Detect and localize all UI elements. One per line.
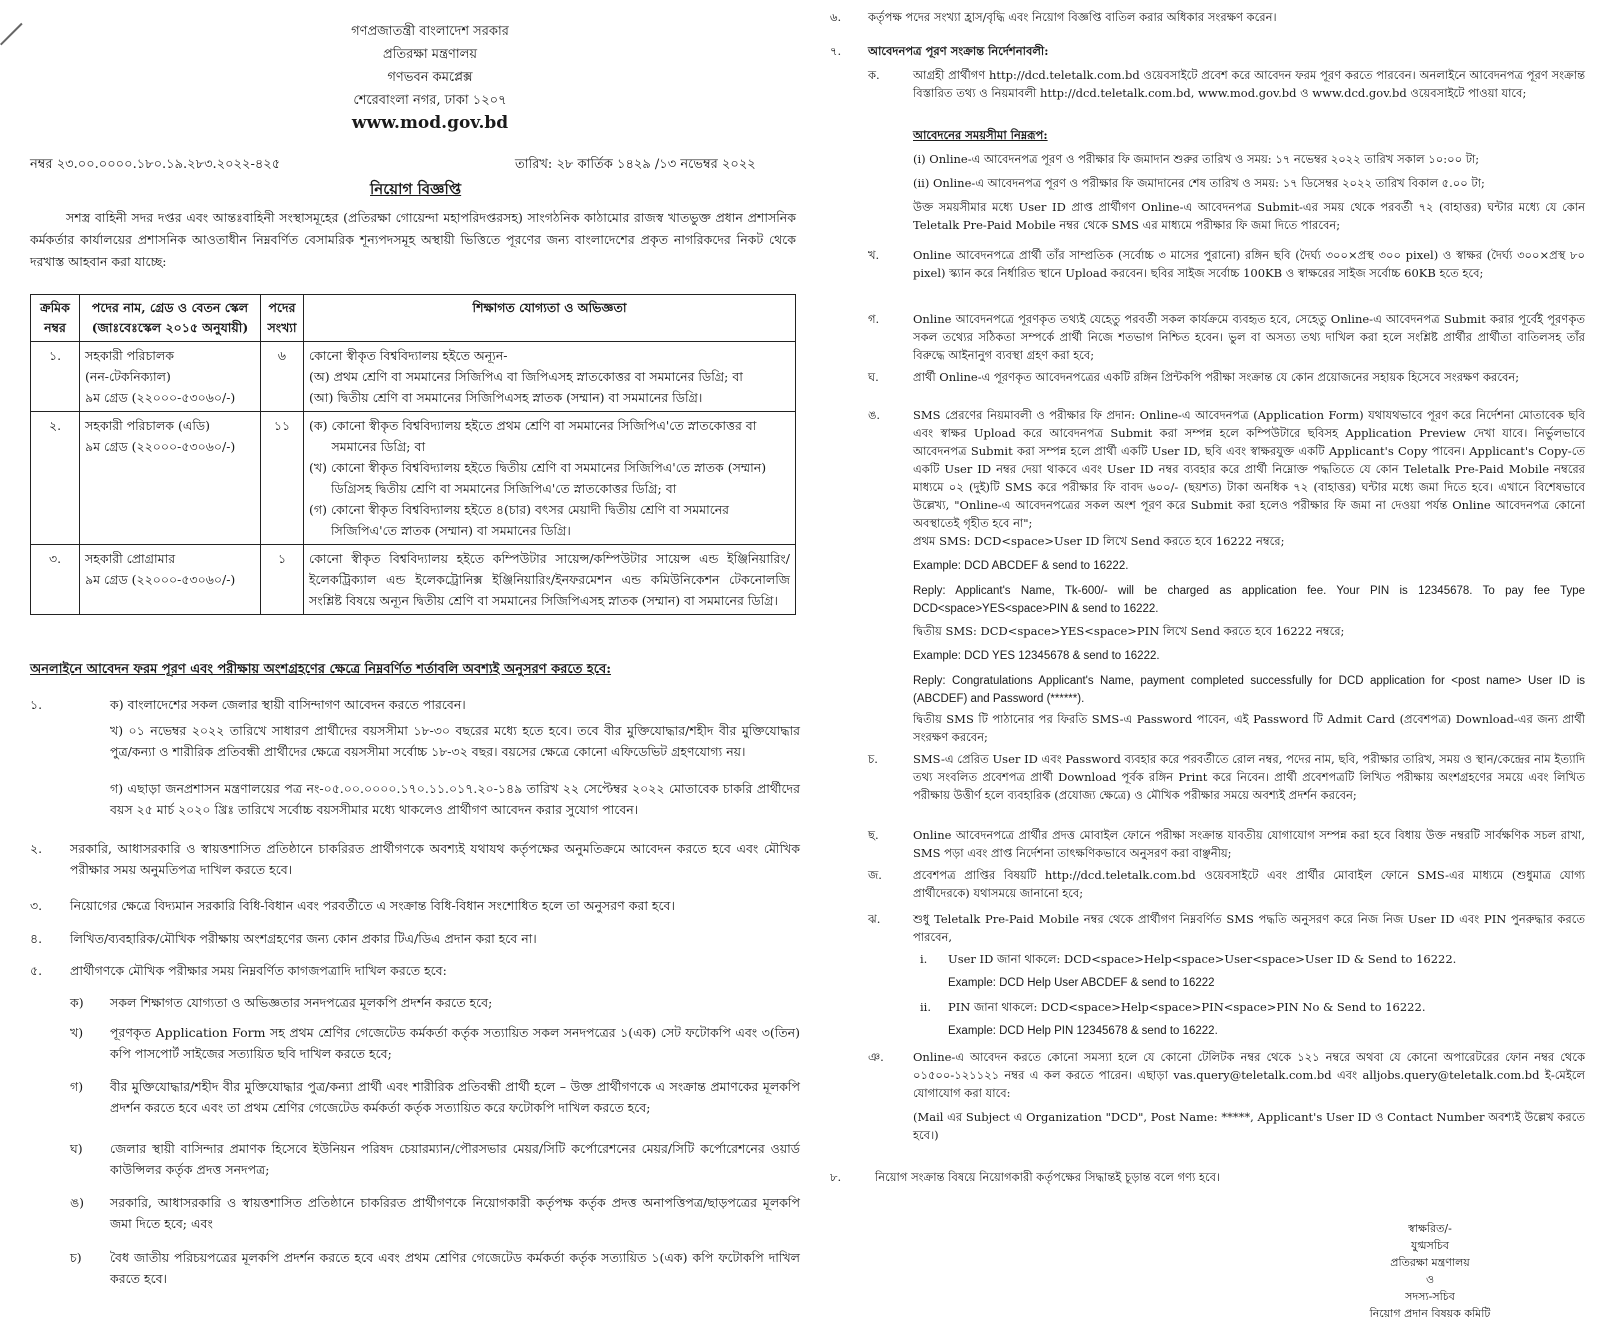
row-qualification <box>304 342 796 412</box>
header-qualification: শিক্ষাগত যোগ্যতা ও অভিজ্ঞতা <box>304 295 796 342</box>
document-item: গ) বীর মুক্তিযোদ্ধার/শহীদ বীর মুক্তিযোদ্ধার পুত্র/কন্যা প্রার্থী এবং শারীরিক প্রতিবন্ধী প্রার্থী হলে – উক্ত প্রার্থীগণকে এ সংক্রান্ত প্রমাণকের মূলকপি প্রদর্শন করতে হবে এবং তা প্রথম শ্রেণির গেজেটেড কর্মকর্তা কর্তৃক সত্যায়িত করে ফটোকপি দাখিল করতে হবে; <box>70 1079 800 1115</box>
post-grade: ৯ম গ্রেড (২২০০০-৫৩০৬০/-) <box>85 390 236 405</box>
row-post <box>80 412 261 545</box>
instruction-ka: ক. আগ্রহী প্রার্থীগণ http://dcd.teletalk.com.bd ওয়েবসাইটে প্রবেশ করে আবেদন ফরম পূরণ করতে পারবেন। অনলাইনে আবেদনপত্র পূরণ সংক্রান্ত বিস্তারিত তথ্য ও নিয়মাবলী http://dcd.teletalk.com.bd, www.mod.gov.bd ও www.dcd.gov.bd ওয়েবসাইটে পাওয়া যাবে; <box>868 68 1585 100</box>
sms-second-note: দ্বিতীয় SMS টি পাঠানোর পর ফিরতি SMS-এ Password পাবেন, এই Password টি Admit Card (প্রবেশপত্র) Download-এর জন্য প্রার্থী সংরক্ষণ করবেন; <box>913 712 1585 744</box>
office-name: গণভবন কমপ্লেক্স <box>387 70 473 85</box>
instruction-kha: খ. Online আবেদনপত্রে প্রার্থী তাঁর সাম্প্রতিক (সর্বোচ্চ ৩ মাসের পুরানো) রঙ্গিন ছবি (দৈর্ঘ্য ৩০০×প্রস্থ ৩০০ pixel) ও স্বাক্ষর (দৈর্ঘ্য ৩০০×প্রস্থ ৮০ pixel) স্ক্যান করে নির্ধারিত স্থানে Upload করবেন। ছবির সাইজ সর্বোচ্চ 100KB ও স্বাক্ষরের সাইজ সর্বোচ্চ 60KB হতে হবে; <box>868 248 1585 280</box>
deadline-note: উক্ত সময়সীমার মধ্যে User ID প্রাপ্ত প্রার্থীগণ Online-এ আবেদনপত্র Submit-এর সময় থেকে পরবর্তী ৭২ (বাহাত্তর) ঘন্টার মধ্যে যে কোন Teletalk Pre-Paid Mobile নম্বর থেকে SMS এর মাধ্যমে পরীক্ষার ফি জমা দিতে পারবেন; <box>913 200 1585 232</box>
condition-1b: খ) ০১ নভেম্বর ২০২২ তারিখে সাধারণ প্রার্থীদের বয়সসীমা ১৮-৩০ বছরের মধ্যে হতে হবে। তবে বীর মুক্তিযোদ্ধার/শহীদ বীর মুক্তিযোদ্ধার পুত্র/কন্যা ও শারীরিক প্রতিবন্ধী প্রার্থীদের ক্ষেত্রে বয়সসীমা সর্বোচ্চ ১৮-৩২ বছর। বয়সের ক্ষেত্রে কোনো এফিডেভিট গ্রহণযোগ্য নয়। <box>110 723 800 759</box>
row-serial: ৩. <box>31 545 80 615</box>
conditions-title: অনলাইনে আবেদন ফরম পূরণ এবং পরীক্ষায় অংশগ্রহণের ক্ষেত্রে নিম্নবর্ণিত শর্তাবলি অবশ্যই অনুসরণ করতে হবে: <box>30 662 612 677</box>
recovery-pin-example: Example: DCD Help PIN 12345678 & send to 16222. <box>948 1025 1218 1037</box>
row-count: ৬ <box>261 342 304 412</box>
post-name: সহকারী প্রোগ্রামার <box>85 551 176 566</box>
memo-date: তারিখ: ২৮ কার্তিক ১৪২৯ /১৩ নভেম্বর ২০২২ <box>515 157 756 172</box>
table-row <box>31 342 796 412</box>
condition-2: ২. সরকারি, আধাসরকারি ও স্বায়ত্তশাসিত প্রতিষ্ঠানে চাকরিরত প্রার্থীগণকে অবশ্যই যথাযথ কর্তৃপক্ষের অনুমতিক্রমে আবেদন করতে হবে এবং মৌখিক পরীক্ষার সময় অনুমতিপত্র দাখিল করতে হবে। <box>30 841 800 877</box>
table-row <box>31 545 796 615</box>
recovery-user-id: i. User ID জানা থাকলে: DCD<space>Help<space>User<space>User ID & Send to 16222. <box>920 952 1457 966</box>
qualification-item: (ক) কোনো স্বীকৃত বিশ্ববিদ্যালয় হইতে প্রথম শ্রেণি বা সমমানের সিজিপিএ'তে স্নাতকোত্তর বা সমমানের ডিগ্রি; বা <box>309 418 757 454</box>
row-count: ১ <box>261 545 304 615</box>
document-item: ঙ) সরকারি, আধাসরকারি ও স্বায়ত্তশাসিত প্রতিষ্ঠানে চাকরিরত প্রার্থীগণকে নিয়োগকারী কর্তৃপক্ষ কর্তৃক প্রদত্ত অনাপত্তিপত্র/ছাড়পত্রের মূলকপি জমা দিতে হবে; এবং <box>70 1195 800 1231</box>
deadline-start: (i) Online-এ আবেদনপত্র পূরণ ও পরীক্ষার ফি জমাদান শুরুর তারিখ ও সময়: ১৭ নভেম্বর ২০২২ তারিখ সকাল ১০:০০ টা; <box>913 152 1480 166</box>
table-row <box>31 412 796 545</box>
ministry-website: www.mod.gov.bd <box>351 113 509 133</box>
deadline-end: (ii) Online-এ আবেদনপত্র পূরণ ও পরীক্ষার ফি জমাদানের শেষ তারিখ ও সময়: ১৭ ডিসেম্বর ২০২২ তারিখ বিকাল ৫.০০ টা; <box>913 176 1485 190</box>
instruction-gha: ঘ. প্রার্থী Online-এ পূরণকৃত আবেদনপত্রের একটি রঙ্গিন প্রিন্টকপি পরীক্ষা সংক্রান্ত যে কোন প্রয়োজনের সহায়ক হিসেবে সংরক্ষণ করবেন; <box>868 370 1520 384</box>
document-item: খ) পূরণকৃত Application Form সহ প্রথম শ্রেণির গেজেটেড কর্মকর্তা কর্তৃক সত্যায়িত সকল সনদপত্রের ১(এক) সেট ফটোকপি এবং ৩(তিন) কপি পাসপোর্ট সাইজের সত্যায়িত ছবি দাখিল করতে হবে; <box>70 1025 800 1061</box>
header-serial: ক্রমিক নম্বর <box>31 295 80 342</box>
row-post <box>80 545 261 615</box>
row-count: ১১ <box>261 412 304 545</box>
row-serial: ২. <box>31 412 80 545</box>
sms-first: প্রথম SMS: DCD<space>User ID লিখে Send করতে হবে 16222 নম্বরে; <box>913 534 1285 548</box>
post-name: সহকারী পরিচালক <box>85 348 174 363</box>
signatory-and: ও <box>1425 1273 1435 1286</box>
letterhead <box>260 20 600 135</box>
post-name: সহকারী পরিচালক (এডি) <box>85 418 210 433</box>
signed-mark: স্বাক্ষরিত/- <box>1408 1222 1452 1235</box>
qualification-item: (খ) কোনো স্বীকৃত বিশ্ববিদ্যালয় হইতে দ্বিতীয় শ্রেণি বা সমমানের সিজিপিএ'তে স্নাতক (সম্মান) ডিগ্রিসহ দ্বিতীয় শ্রেণি বা সমমানের সিজিপিএ'তে স্নাতকোত্তর ডিগ্রি; বা <box>309 460 767 496</box>
government-name: গণপ্রজাতন্ত্রী বাংলাদেশ সরকার <box>351 24 509 39</box>
qualification-item: (অ) প্রথম শ্রেণি বা সমমানের সিজিপিএ বা জিপিএসহ স্নাতকোত্তর বা সমমানের ডিগ্রি; বা <box>309 369 743 384</box>
instruction-ja: জ. প্রবেশপত্র প্রাপ্তির বিষয়টি http://dcd.teletalk.com.bd ওয়েবসাইটে এবং প্রার্থীর মোবাইল ফোনে SMS-এর মাধ্যমে (শুধুমাত্র যোগ্য প্রার্থীদেরকে) যথাসময়ে জানানো হবে; <box>868 868 1585 900</box>
document-item: ঘ) জেলার স্থায়ী বাসিন্দার প্রমাণক হিসেবে ইউনিয়ন পরিষদ চেয়ারম্যান/পৌরসভার মেয়র/সিটি কর্পোরেশনের মেয়র/সিটি কর্পোরেশনের ওয়ার্ড কাউন্সিলর কর্তৃক প্রদত্ত সনদপত্র; <box>70 1141 800 1177</box>
post-grade: ৯ম গ্রেড (২২০০০-৫৩০৬০/-) <box>85 439 236 454</box>
row-serial: ১. <box>31 342 80 412</box>
condition-1: ১. ক) বাংলাদেশের সকল জেলার স্থায়ী বাসিন্দাগণ আবেদন করতে পারবেন। <box>30 697 466 712</box>
post-grade: ৯ম গ্রেড (২২০০০-৫৩০৬০/-) <box>85 572 236 587</box>
condition-6: ৬. কর্তৃপক্ষ পদের সংখ্যা হ্রাস/বৃদ্ধি এবং নিয়োগ বিজ্ঞপ্তি বাতিল করার অধিকার সংরক্ষণ করেন। <box>830 10 1277 24</box>
document-item: চ) বৈধ জাতীয় পরিচয়পত্রের মূলকপি প্রদর্শন করতে হবে এবং প্রথম শ্রেণির গেজেটেড কর্মকর্তা কর্তৃক সত্যায়িত ১(এক) কপি ফটোকপি দাখিল করতে হবে। <box>70 1250 800 1286</box>
qualification-item: (গ) কোনো স্বীকৃত বিশ্ববিদ্যালয় হইতে ৪(চার) বৎসর মেয়াদী দ্বিতীয় শ্রেণি বা সমমানের সিজিপিএ'তে স্নাতক (সম্মান) বা সমমানের ডিগ্রি। <box>309 502 730 538</box>
recovery-pin: ii. PIN জানা থাকলে: DCD<space>Help<space>PIN<space>PIN No & Send to 16222. <box>920 1000 1426 1014</box>
qualification-intro: কোনো স্বীকৃত বিশ্ববিদ্যালয় হইতে অন্যূন- <box>309 348 508 363</box>
instruction-jha: ঝ. শুধু Teletalk Pre-Paid Mobile নম্বর থেকে প্রার্থীগণ নিম্নবর্ণিত SMS পদ্ধতি অনুসরণ করে নিজ নিজ User ID এবং PIN পুনরুদ্ধার করতে পারবেন, <box>868 912 1585 944</box>
condition-7: ৭. আবেদনপত্র পূরণ সংক্রান্ত নির্দেশনাবলী: <box>830 44 1049 58</box>
sms-first-example: Example: DCD ABCDEF & send to 16222. <box>913 560 1129 572</box>
signatory-ministry: প্রতিরক্ষা মন্ত্রণালয় <box>1390 1256 1470 1269</box>
signatory-designation: যুগ্মসচিব <box>1411 1239 1449 1252</box>
recovery-user-id-example: Example: DCD Help User ABCDEF & send to 16222 <box>948 977 1215 989</box>
condition-1c: গ) এছাড়া জনপ্রশাসন মন্ত্রণালয়ের পত্র নং-০৫.০০.০০০০.১৭০.১১.০১৭.২০-১৪৯ তারিখ ২২ সেপ্টেম্বর ২০২২ মোতাবেক চাকরি প্রার্থীদের বয়স ২৫ মার্চ ২০২০ খ্রিঃ তারিখে সর্বোচ্চ বয়সসীমার মধ্যে থাকলেও প্রার্থীগণ আবেদন করার সুযোগ পাবেন। <box>110 781 800 817</box>
signatory-committee: নিয়োগ প্রদান বিষয়ক কমিটি <box>1369 1307 1491 1320</box>
scan-edge-mark <box>0 23 23 46</box>
instruction-cha: চ. SMS-এ প্রেরিত User ID এবং Password ব্যবহার করে পরবর্তীতে রোল নম্বর, পদের নাম, ছবি, পরীক্ষার তারিখ, সময় ও স্থান/কেন্দ্রের নাম ইত্যাদি তথ্য সংবলিত প্রবেশপত্র প্রার্থী Download পূর্বক রঙ্গিন Print করে নিবেন। প্রার্থী প্রবেশপত্রটি লিখিত পরীক্ষায় অংশগ্রহণের সময়ে এবং লিখিত পরীক্ষায় উত্তীর্ণ হলে ব্যবহারিক (প্রযোজ্য ক্ষেত্রে) ও মৌখিক পরীক্ষার সময়ে অবশ্যই প্রদর্শন করবেন; <box>868 752 1585 802</box>
memo-number: নম্বর ২৩.০০.০০০০.১৮০.১৯.২৮৩.২০২২-৪২৫ <box>30 157 281 172</box>
header-post: পদের নাম, গ্রেড ও বেতন স্কেল (জাঃবেঃস্কেল ২০১৫ অনুযায়ী) <box>80 295 261 342</box>
header-count: পদের সংখ্যা <box>261 295 304 342</box>
qualification-item: (আ) দ্বিতীয় শ্রেণি বা সমমানের সিজিপিএসহ স্নাতক (সম্মান) বা সমমানের ডিগ্রি। <box>309 390 703 405</box>
condition-3: ৩. নিয়োগের ক্ষেত্রে বিদ্যমান সরকারি বিধি-বিধান এবং পরবর্তীতে এ সংক্রান্ত বিধি-বিধান সংশোধিত হলে তা অনুসরণ করা হবে। <box>30 898 675 913</box>
mail-note: (Mail এর Subject এ Organization "DCD", Post Name: *****, Applicant's User ID ও Contact Number অবশ্যই উল্লেখ করতে হবে।) <box>913 1110 1585 1142</box>
deadline-title: আবেদনের সময়সীমা নিম্নরূপ: <box>913 128 1048 142</box>
row-qualification: কোনো স্বীকৃত বিশ্ববিদ্যালয় হইতে কম্পিউটার সায়েন্স/কম্পিউটার সায়েন্স এন্ড ইঞ্জিনিয়ারিং/ইলেকট্রিক্যাল এন্ড ইলেকট্রোনিক্স ইঞ্জিনিয়ারিং/ইনফরমেশন এন্ড কমিউনিকেশন টেকনোলজি সংশ্লিষ্ট বিষয়ে অন্যূন দ্বিতীয় শ্রেণি বা সমমানের সিজিপিএসহ স্নাতক (সম্মান) বা সমমানের ডিগ্রি। <box>304 545 796 615</box>
condition-4: ৪. লিখিত/ব্যবহারিক/মৌখিক পরীক্ষায় অংশগ্রহণের জন্য কোন প্রকার টিএ/ডিএ প্রদান করা হবে না। <box>30 931 537 946</box>
post-type: (নন-টেকনিক্যাল) <box>85 369 171 384</box>
ministry-name: প্রতিরক্ষা মন্ত্রণালয় <box>383 47 477 62</box>
row-qualification <box>304 412 796 545</box>
vacancy-table <box>30 294 796 615</box>
signatory-role: সদস্য-সচিব <box>1405 1290 1455 1303</box>
sms-first-reply: Reply: Applicant's Name, Tk-600/- will be charged as application fee. Your PIN is 12345678. To pay fee Type DCD<space>YES<space>PIN & send to 16222. <box>913 585 1585 615</box>
intro-paragraph: সশস্ত্র বাহিনী সদর দপ্তর এবং আন্তঃবাহিনী সংস্থাসমূহের (প্রতিরক্ষা গোয়েন্দা মহাপরিদপ্তরসহ) সাংগঠনিক কাঠামোর রাজস্ব খাতভুক্ত প্রধান প্রশাসনিক কর্মকর্তার কার্যালয়ের প্রশাসনিক আওতাধীন নিম্নবর্ণিত বেসামরিক শূন্যপদসমূহ অস্থায়ী ভিত্তিতে পূরণের জন্য বাংলাদেশের প্রকৃত নাগরিকদের নিকট থেকে দরখাস্ত আহবান করা যাচ্ছে: <box>30 210 796 269</box>
condition-8: ৮. নিয়োগ সংক্রান্ত বিষয়ে নিয়োগকারী কর্তৃপক্ষের সিদ্ধান্তই চূড়ান্ত বলে গণ্য হবে। <box>830 1170 1221 1184</box>
instruction-nio: ঞ. Online-এ আবেদন করতে কোনো সমস্যা হলে যে কোনো টেলিটক নম্বর থেকে ১২১ নম্বরে অথবা যে কোনো অপারেটরের ফোন নম্বর থেকে ০১৫০০-১২১১২১ নম্বর এ কল করতে পারেন। এছাড়া vas.query@teletalk.com.bd এবং alljobs.query@teletalk.com.bd ই-মেইলে যোগাযোগ করা যাবে: <box>868 1050 1585 1100</box>
sms-second: দ্বিতীয় SMS: DCD<space>YES<space>PIN লিখে Send করতে হবে 16222 নম্বরে; <box>913 624 1345 638</box>
table-header-row <box>31 295 796 342</box>
sms-second-example: Example: DCD YES 12345678 & send to 16222. <box>913 650 1160 662</box>
signature-block <box>1330 1220 1530 1322</box>
row-post <box>80 342 261 412</box>
document-item: ক) সকল শিক্ষাগত যোগ্যতা ও অভিজ্ঞতার সনদপত্রের মূলকপি প্রদর্শন করতে হবে; <box>70 995 493 1010</box>
instruction-chha: ছ. Online আবেদনপত্রে প্রার্থীর প্রদত্ত মোবাইল ফোনে পরীক্ষা সংক্রান্ত যাবতীয় যোগাযোগ সম্পন্ন করা হবে বিধায় উক্ত নম্বরটি সার্বক্ষণিক সচল রাখা, SMS পড়া এবং প্রাপ্ত নির্দেশনা তাৎক্ষণিকভাবে অনুসরণ করা বাঞ্ছনীয়; <box>868 828 1585 860</box>
sms-second-reply: Reply: Congratulations Applicant's Name, payment completed successfully for DCD application for <post name> User ID is (ABCDEF) and Password (******). <box>913 675 1585 705</box>
office-address: শেরেবাংলা নগর, ঢাকা ১২০৭ <box>353 93 507 108</box>
condition-5: ৫. প্রার্থীগণকে মৌখিক পরীক্ষার সময় নিম্নবর্ণিত কাগজপত্রাদি দাখিল করতে হবে: <box>30 963 447 978</box>
notice-title: নিয়োগ বিজ্ঞপ্তি <box>370 180 462 198</box>
instruction-ga: গ. Online আবেদনপত্রে পূরণকৃত তথ্যই যেহেতু পরবর্তী সকল কার্যক্রমে ব্যবহৃত হবে, সেহেতু Online-এ আবেদনপত্র Submit করার পূর্বেই পূরণকৃত সকল তথ্যের সঠিকতা সম্পর্কে প্রার্থী নিজে শতভাগ নিশ্চিত হবেন। ভুল বা অসত্য তথ্য দাখিল করা হলে সংশ্লিষ্ট প্রার্থীর প্রার্থীতা বাতিলসহ তাঁর বিরুদ্ধে আইনানুগ ব্যবস্থা গ্রহণ করা হবে; <box>868 312 1585 362</box>
instruction-umo: ঙ. SMS প্রেরণের নিয়মাবলী ও পরীক্ষার ফি প্রদান: Online-এ আবেদনপত্র (Application Form) যথাযথভাবে পূরণ করে নির্দেশনা মোতাবেক ছবি এবং স্বাক্ষর Upload করে আবেদনপত্র Submit করা সম্পন্ন হলে কম্পিউটারে ছবিসহ Application Preview দেখা যাবে। নির্ভুলভাবে আবেদনপত্র Submit করা সম্পন্ন হলে প্রার্থী একটি User ID, ছবি এবং স্বাক্ষরযুক্ত একটি Applicant's Copy পাবেন। Applicant's Copy-তে একটি User ID নম্বর দেয়া থাকবে এবং User ID নম্বর ব্যবহার করে প্রার্থী নিম্নোক্ত পদ্ধতিতে যে কোন Teletalk Pre-Paid Mobile নম্বরের মাধ্যমে ০২ (দুই)টি SMS করে পরীক্ষার ফি বাবদ ৬০০/- (ছয়শত) টাকা অনধিক ৭২ (বাহাত্তর) ঘন্টার মধ্যে জমা দিতে হবে। এখানে বিশেষভাবে উল্লেখ্য, "Online-এ আবেদনপত্রের সকল অংশ পূরণ করে Submit করা হলেও পরীক্ষার ফি জমা না দেওয়া পর্যন্ত Online আবেদনপত্র কোনো অবস্থাতেই গৃহীত হবে না"; <box>868 408 1585 530</box>
